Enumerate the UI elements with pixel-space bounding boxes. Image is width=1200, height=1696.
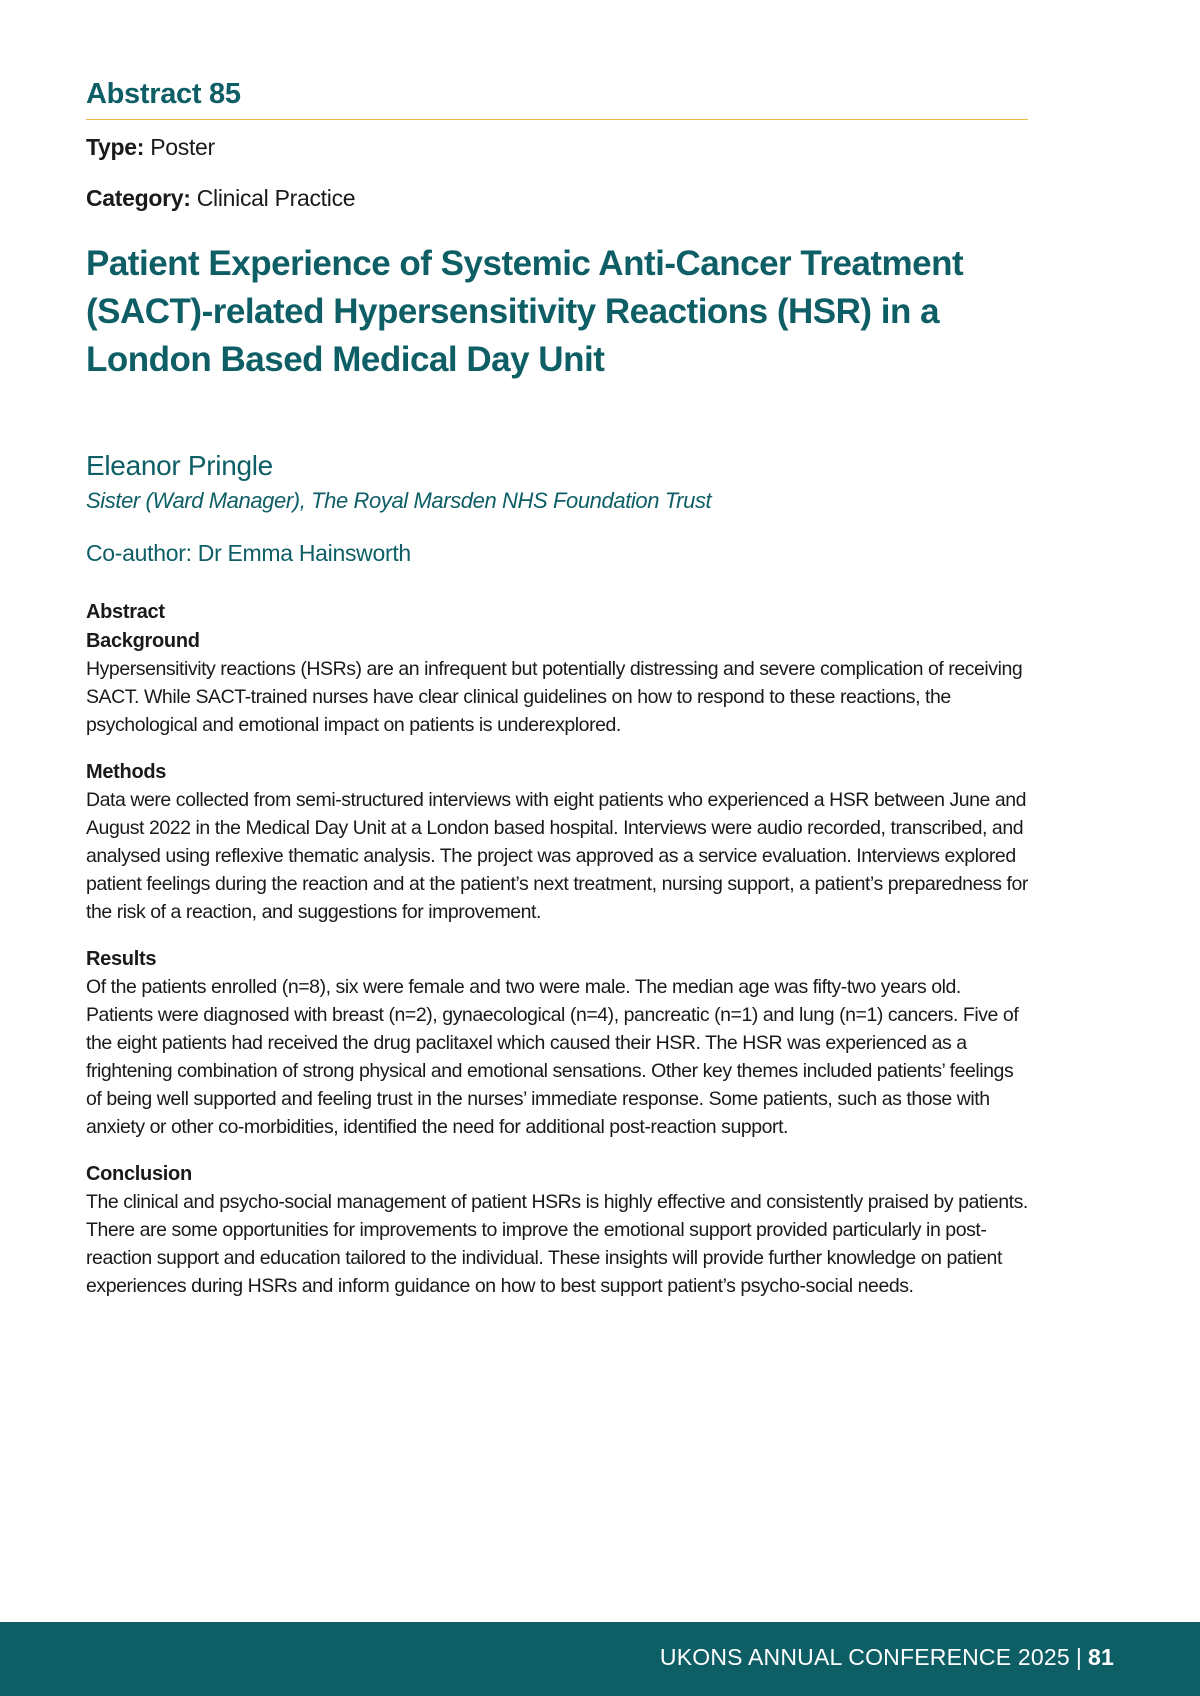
- abstract-content: [86, 78, 1028, 1300]
- section-body: The clinical and psycho-social management of patient HSRs is highly effective and consistently praised by patients. There are some opportunities for improvements to improve the emotional support provided particularly in post-reaction support and education tailored to the individual. These insights will provide further knowledge on patient experiences during HSRs and inform guidance on how to best support patient’s psycho-social needs.: [86, 1191, 1028, 1297]
- page-footer: [0, 1622, 1200, 1696]
- section-body: Of the patients enrolled (n=8), six were female and two were male. The median age was fifty-two years old. Patients were diagnosed with breast (n=2), gynaecological (n=4), pancreatic (n=1) and lung (n=1) cancers. Five of the eight patients had received the drug paclitaxel which caused their HSR. The HSR was experienced as a frightening combination of strong physical and emotional sensations. Other key themes included patients’ feelings of being well supported and feeling trust in the nurses’ immediate response. Some patients, such as those with anxiety or other co-morbidities, identified the need for additional post-reaction support.: [86, 976, 1019, 1138]
- abstract-number: Abstract 85: [86, 78, 1028, 120]
- conference-name: UKONS ANNUAL CONFERENCE 2025: [659, 1644, 1070, 1670]
- section-methods: [86, 761, 1028, 926]
- abstract-heading: Abstract: [86, 601, 165, 623]
- type-line: [86, 134, 1028, 161]
- section-heading: Results: [86, 948, 157, 970]
- section-heading: Methods: [86, 761, 167, 783]
- type-label: Type:: [86, 134, 145, 160]
- section-heading: Conclusion: [86, 1163, 192, 1185]
- category-label: Category:: [86, 185, 191, 211]
- section-background: [86, 630, 1028, 739]
- footer-separator: |: [1075, 1644, 1083, 1670]
- footer-text: [660, 1644, 1114, 1671]
- section-body: Hypersensitivity reactions (HSRs) are an infrequent but potentially distressing and severe complication of receiving SACT. While SACT-trained nurses have clear clinical guidelines on how to respond to these reactions, the psychological and emotional impact on patients is underexplored.: [86, 658, 1023, 736]
- section-results: [86, 948, 1028, 1141]
- section-conclusion: [86, 1163, 1028, 1300]
- category-line: [86, 185, 1028, 212]
- author-name: Eleanor Pringle: [86, 450, 273, 481]
- category-value: Clinical Practice: [196, 185, 356, 211]
- page-number: 81: [1088, 1644, 1114, 1670]
- coauthor: Co-author: Dr Emma Hainsworth: [86, 540, 411, 566]
- paper-title: Patient Experience of Systemic Anti-Cancer Treatment (SACT)-related Hypersensitivity Reactions (HSR) in a London Based Medical Day Unit: [86, 244, 964, 379]
- type-value: Poster: [150, 134, 215, 160]
- section-heading: Background: [86, 630, 200, 652]
- section-body: Data were collected from semi-structured interviews with eight patients who experienced a HSR between June and August 2022 in the Medical Day Unit at a London based hospital. Interviews were audio recorded, transcribed, and analysed using reflexive thematic analysis. The project was approved as a service evaluation. Interviews explored patient feelings during the reaction and at the patient’s next treatment, nursing support, a patient’s preparedness for the risk of a reaction, and suggestions for improvement.: [86, 789, 1028, 923]
- author-affiliation: Sister (Ward Manager), The Royal Marsden NHS Foundation Trust: [86, 488, 712, 513]
